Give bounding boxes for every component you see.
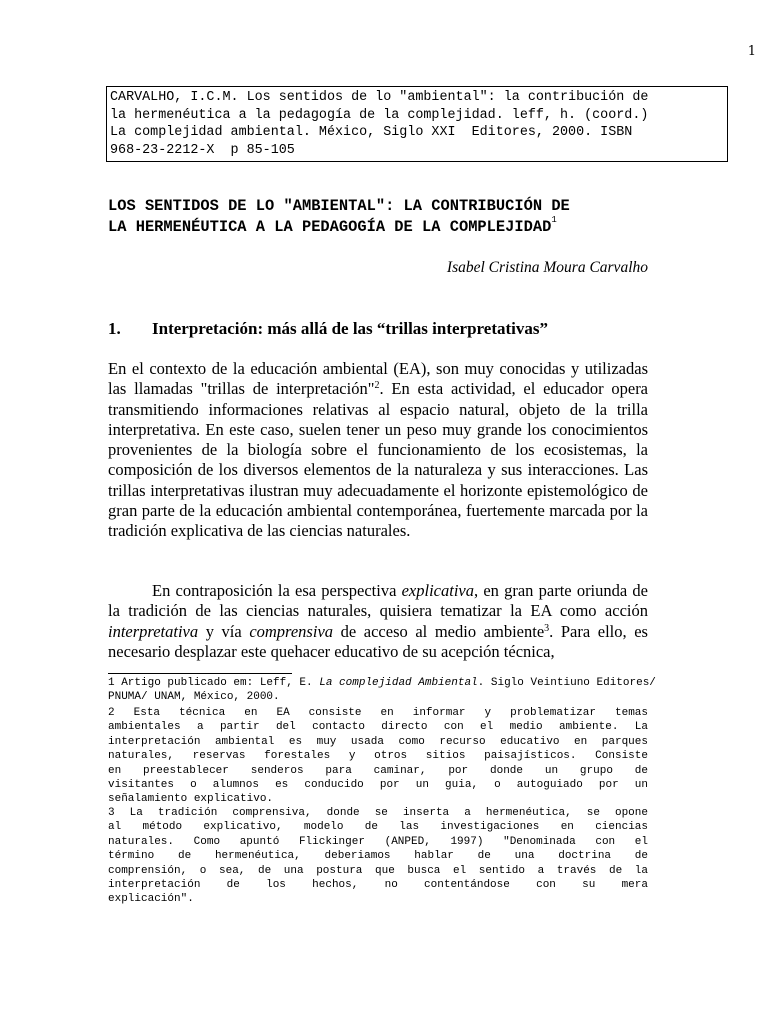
footnote-ref-2: 2 <box>374 380 380 392</box>
citation-line: CARVALHO, I.C.M. Los sentidos de lo "ambiental": la contribución de <box>110 90 649 105</box>
citation-line: La complejidad ambiental. México, Siglo XXI Editores, 2000. ISBN <box>110 125 633 140</box>
footnote-line: señalamiento explicativo. <box>108 793 274 806</box>
footnote-line: comprensión, o sea, de una postura que busca el sentido a través de la <box>108 864 648 877</box>
footnote-line: explicación". <box>108 893 194 906</box>
footnote-line: al método explicativo, modelo de las investigaciones en ciencias <box>108 821 648 834</box>
footnote-text: 1 Artigo publicado em: Leff, E. <box>108 677 320 689</box>
footnote-line: interpretación ambiental es muy usada como recurso educativo en parques <box>108 735 648 748</box>
paragraph-text: , en gran parte oriunda de la tradición de las ciencias naturales, quisiera tematizar la EA como acción <box>108 581 648 621</box>
footnote-line: ambientales a partir del contacto directo con el medio ambiente. La <box>108 721 648 734</box>
author-name: Isabel Cristina Moura Carvalho <box>446 259 648 276</box>
paragraph-text: . Para ello, es necesario desplazar este quehacer educativo de su acepción técnica, <box>108 621 648 661</box>
italic-term: interpretativa <box>108 621 199 641</box>
footnote-ref-3: 3 <box>544 622 550 634</box>
footnote-line: PNUMA/ UNAM, México, 2000. <box>108 691 280 704</box>
paragraph-text: En el contexto de la educación ambiental (EA), son muy conocidas y utilizadas las llamadas "trillas de interpretación" <box>108 359 648 399</box>
paragraph-text: En contraposición la esa perspectiva <box>152 581 402 600</box>
document-title <box>108 196 658 238</box>
footnote-line <box>108 676 748 690</box>
italic-term: explicativa <box>401 581 474 600</box>
italic-term: comprensiva <box>249 621 334 641</box>
footnote-separator <box>108 673 292 674</box>
footnote-line: visitantes o alumnos es conducido por un guia, o autoguiado por un <box>108 779 648 792</box>
paragraph-text: y vía <box>198 621 250 641</box>
footnote-line: interpretación de los hechos, no contentándose con su mera <box>108 879 648 892</box>
page-number: 1 <box>747 44 756 59</box>
paragraph-1 <box>108 359 648 542</box>
footnote-line: término de hermenéutica, deberiamos hablar de una doctrina de <box>108 850 648 863</box>
footnote-line: 2 Esta técnica en EA consiste en informar y problematizar temas <box>108 707 648 719</box>
citation-box <box>106 86 728 162</box>
paragraph-2 <box>108 581 648 662</box>
footnote-3 <box>108 806 648 907</box>
footnote-line: 3 La tradición comprensiva, donde se inserta a hermenéutica, se opone <box>108 807 648 819</box>
section-heading <box>108 319 658 339</box>
title-line-1: LOS SENTIDOS DE LO "AMBIENTAL": LA CONTRIBUCIÓN DE <box>108 197 570 215</box>
footnote-line: naturales. Como apuntó Flickinger (ANPED, 1997) "Denominada con el <box>108 835 648 848</box>
footnote-1 <box>108 676 748 705</box>
title-line-2: LA HERMENÉUTICA A LA PEDAGOGÍA DE LA COMPLEJIDAD <box>108 218 552 236</box>
citation-line: 968-23-2212-X p 85-105 <box>110 142 295 158</box>
footnote-line: en preestablecer senderos para caminar, por donde un grupo de <box>108 764 648 777</box>
citation-line: la hermenéutica a la pedagogía de la complejidad. leff, h. (coord.) <box>110 107 649 123</box>
title-footnote-mark: 1 <box>551 215 557 225</box>
section-title: Interpretación: más allá de las “trillas interpretativas” <box>152 319 548 338</box>
footnote-italic: La complejidad Ambiental <box>319 677 478 689</box>
footnote-line: naturales, reservas forestales y otros sitios paisajísticos. Consiste <box>108 750 648 763</box>
paragraph-text: . En esta actividad, el educador opera transmitiendo informaciones relativas al espacio natural, objeto de la trilla interpretativa. En este caso, suelen tener un peso muy grande los conocimientos provenientes de la biología sobre el funcionamiento de los ecosistemas, la composición de los diversos elementos de la naturaleza y sus interacciones. Las trillas interpretativas ilustran muy adecuadamente el horizonte epistemológico de gran parte de la educación ambiental contemporánea, fuertemente marcada por la tradición explicativa de las ciencias naturales. <box>108 379 649 541</box>
paragraph-text: de acceso al medio ambiente <box>333 621 545 641</box>
footnote-2 <box>108 706 648 807</box>
section-number: 1. <box>108 319 121 338</box>
footnote-text: . Siglo Veintiuno Editores/ <box>477 677 656 689</box>
